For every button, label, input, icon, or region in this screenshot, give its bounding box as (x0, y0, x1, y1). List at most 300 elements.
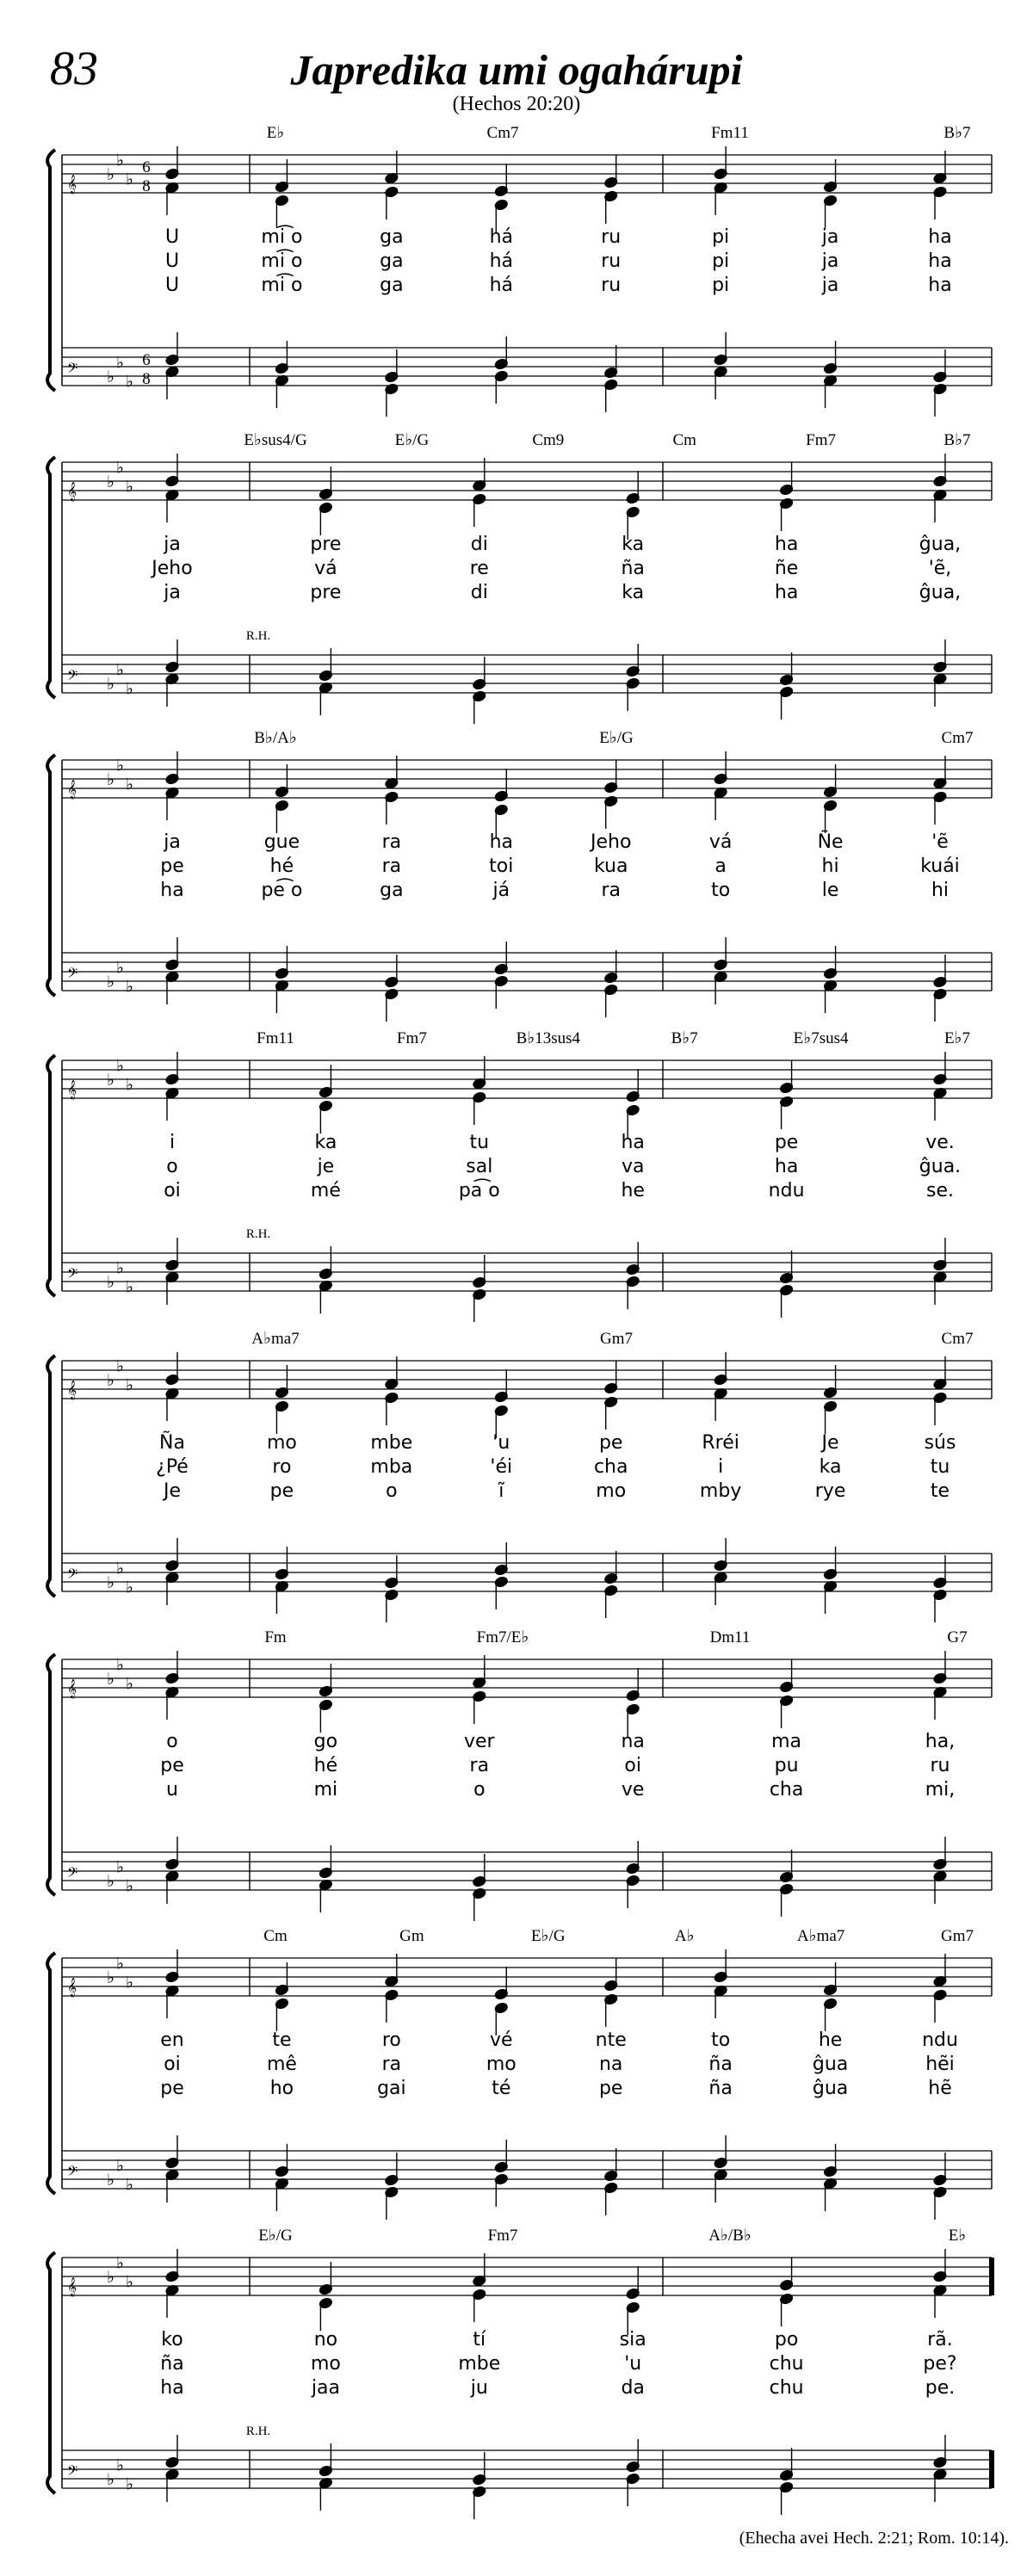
lyric-syllable: en (160, 2029, 184, 2051)
bass-clef: 𝄢 (67, 669, 78, 687)
chord-symbol: Fm7 (806, 431, 837, 449)
lyric-syllable: ĝua (812, 2078, 849, 2099)
treble-note (603, 190, 618, 224)
lyric-syllable: hé (313, 1755, 338, 1776)
treble-note (603, 760, 618, 794)
flat-sign: ♭ (116, 1656, 124, 1675)
treble-note (603, 1396, 618, 1430)
bass-note (779, 652, 794, 686)
bass-note (626, 2473, 640, 2506)
bass-note (933, 383, 948, 417)
bass-staff (62, 953, 992, 991)
flat-sign: ♭ (116, 1357, 124, 1376)
chord-symbol: G7 (947, 1628, 968, 1646)
lyric-syllable: ha (621, 1132, 645, 1153)
lyric-syllable: ga (380, 275, 404, 296)
treble-note (603, 1958, 618, 1992)
flat-sign: ♭ (116, 1858, 124, 1877)
lyric-syllable: ve (621, 1779, 645, 1801)
lyric-syllable: mi͡ o (261, 250, 303, 272)
lyric-syllable: ndu (768, 1180, 805, 1202)
lyric-syllable: hẽi (925, 2054, 955, 2075)
chord-symbol: E♭ (948, 2227, 967, 2245)
treble-staff (62, 1656, 992, 1697)
treble-note (626, 471, 640, 504)
lyric-syllable: da (621, 2377, 645, 2399)
bass-note (165, 1271, 180, 1305)
treble-note (385, 791, 399, 825)
lyric-syllable: ga (380, 226, 404, 248)
flat-sign: ♭ (126, 2475, 133, 2494)
lyric-syllable: mba (370, 1456, 413, 1478)
lyric-syllable: sal (466, 1156, 493, 1177)
treble-note (275, 1400, 289, 1434)
treble-note (714, 1985, 728, 2018)
lyric-syllable: há (489, 250, 514, 272)
treble-note (933, 756, 948, 789)
flat-sign: ♭ (107, 166, 114, 184)
flat-sign: ♭ (126, 1278, 133, 1297)
treble-note (933, 2249, 948, 2283)
treble-staff (62, 155, 992, 193)
chord-symbol: A♭ma7 (251, 1330, 300, 1348)
chord-symbol: B♭7 (943, 124, 971, 142)
lyric-syllable: gue (263, 831, 300, 853)
lyric-syllable: mi͡ o (261, 275, 303, 296)
chord-symbol: A♭ (674, 1927, 695, 1945)
flat-sign: ♭ (126, 170, 133, 189)
bass-note (933, 1271, 948, 1305)
lyric-syllable: pe (598, 1432, 623, 1454)
chord-symbol: E♭/G (531, 1927, 566, 1945)
lyric-syllable: kuái (920, 856, 960, 877)
flat-sign: ♭ (107, 2269, 114, 2287)
bass-note (714, 2135, 728, 2169)
lyric-syllable: tu (930, 1456, 950, 1478)
treble-note (165, 1087, 180, 1121)
bass-note (494, 370, 509, 404)
lyric-syllable: o (166, 1731, 178, 1752)
bass-note (714, 971, 728, 1004)
lyric-syllable: te (272, 2029, 292, 2051)
lyric-syllable: ho (269, 2078, 294, 2099)
bass-staff (62, 655, 992, 693)
treble-note (626, 2266, 640, 2300)
bass-note (714, 366, 728, 399)
time-signature-bottom: 8 (142, 370, 151, 388)
lyric-syllable: ñe (774, 558, 799, 579)
bass-note (626, 1276, 640, 1309)
treble-note (603, 155, 618, 188)
lyric-syllable: sia (619, 2329, 646, 2351)
treble-note (165, 1387, 180, 1421)
bass-note (626, 1841, 640, 1875)
lyric-syllable: pi (712, 250, 730, 272)
treble-note (319, 2297, 333, 2331)
treble-note (933, 186, 948, 219)
bass-note (165, 1538, 180, 1572)
lyric-syllable: di (470, 534, 488, 555)
system-bracket (47, 755, 55, 996)
lyric-syllable: Je (163, 1480, 182, 1502)
chord-symbol: B♭7 (943, 431, 971, 449)
lyric-syllable: mbe (458, 2353, 501, 2375)
bass-note (319, 682, 333, 715)
chord-symbol: Cm7 (486, 124, 519, 142)
treble-note (779, 1659, 794, 1693)
treble-clef: 𝄞 (67, 781, 77, 799)
bass-note (165, 1870, 180, 1904)
treble-note (385, 756, 399, 789)
lyric-syllable: 'u (492, 1432, 510, 1454)
bass-note (165, 2169, 180, 2202)
lyric-syllable: na (598, 2054, 623, 2075)
treble-note (165, 2284, 180, 2318)
lyric-syllable: ru (601, 226, 622, 248)
lyric-syllable: vá (314, 558, 337, 579)
lyric-syllable: Rréi (702, 1432, 739, 1454)
bass-note (779, 2481, 794, 2515)
treble-note (165, 1651, 180, 1684)
treble-clef: 𝄞 (67, 1081, 77, 1099)
treble-note (714, 787, 728, 820)
lyric-syllable: chu (769, 2353, 804, 2375)
lyric-syllable: go (313, 1731, 338, 1752)
lyric-syllable: oi (164, 1180, 181, 1202)
treble-clef: 𝄞 (67, 1381, 77, 1399)
treble-clef: 𝄞 (67, 483, 77, 501)
treble-clef: 𝄞 (67, 176, 77, 194)
lyric-syllable: chu (769, 2377, 804, 2399)
treble-note (603, 1361, 618, 1394)
treble-note (823, 195, 838, 228)
lyric-syllable: pe. (925, 2377, 956, 2399)
chord-symbol: Cm7 (941, 1330, 974, 1348)
flat-sign: ♭ (107, 1072, 114, 1090)
treble-note (933, 454, 948, 487)
flat-sign: ♭ (116, 151, 124, 170)
flat-sign: ♭ (126, 373, 133, 392)
treble-note (165, 489, 180, 522)
treble-note (165, 1949, 180, 1983)
lyric-syllable: ja (821, 275, 839, 296)
flat-sign: ♭ (116, 1955, 124, 1974)
treble-note (494, 164, 509, 197)
system-bracket (47, 1654, 55, 1895)
bass-note (319, 1879, 333, 1912)
chord-symbol: A♭ma7 (796, 1927, 845, 1945)
flat-sign: ♭ (126, 775, 133, 794)
lyric-syllable: he (621, 1180, 645, 1202)
treble-note (473, 458, 487, 491)
treble-note (823, 1998, 838, 2031)
treble-note (494, 769, 509, 802)
bass-note (165, 937, 180, 971)
lyric-syllable: ga (380, 250, 404, 272)
treble-note (165, 1052, 180, 1085)
bass-note (779, 1251, 794, 1284)
lyric-syllable: ro (381, 2029, 401, 2051)
bass-note (165, 1837, 180, 1870)
lyric-syllable: U (164, 275, 180, 296)
lyric-syllable: ĩ (498, 1480, 504, 1502)
bass-note (714, 1572, 728, 1605)
chord-symbol: B♭13sus4 (516, 1029, 581, 1047)
chord-symbol: B♭/A♭ (254, 729, 297, 747)
lyric-syllable: ru (601, 275, 622, 296)
flat-sign: ♭ (107, 368, 114, 386)
bass-clef: 𝄢 (67, 967, 78, 985)
bass-note (603, 1551, 618, 1585)
treble-note (933, 489, 948, 522)
lyric-syllable: hi (821, 856, 839, 877)
flat-sign: ♭ (126, 1675, 133, 1694)
lyric-syllable: a (714, 856, 727, 877)
treble-note (714, 182, 728, 215)
lyric-syllable: re (469, 558, 489, 579)
bass-note (165, 366, 180, 399)
treble-note (165, 751, 180, 785)
lyric-syllable: já (492, 880, 510, 901)
treble-note (385, 1989, 399, 2023)
time-signature-bottom: 8 (142, 177, 151, 195)
treble-note (779, 2258, 794, 2291)
treble-note (823, 800, 838, 833)
bass-note (779, 1284, 794, 1318)
lyric-syllable: di (470, 582, 488, 603)
lyric-syllable: ha (160, 2377, 184, 2399)
bass-note (494, 942, 509, 975)
lyric-syllable: no (313, 2329, 338, 2351)
flat-sign: ♭ (116, 1560, 124, 1578)
chord-symbol: Fm (264, 1628, 287, 1646)
lyric-syllable: ka (622, 582, 645, 603)
treble-note (473, 493, 487, 527)
chord-symbol: Gm7 (600, 1330, 633, 1348)
treble-note (779, 1695, 794, 1728)
bass-clef: 𝄢 (67, 2165, 78, 2183)
lyric-syllable: vá (708, 831, 733, 853)
treble-note (714, 751, 728, 785)
bass-note (823, 374, 838, 408)
lyric-syllable: ha (928, 250, 952, 272)
chord-symbol: Fm7/E♭ (476, 1628, 529, 1646)
bass-staff (62, 348, 992, 386)
chord-symbol: E♭/G (599, 729, 634, 747)
bass-note (473, 1288, 487, 1322)
treble-note (714, 1949, 728, 1983)
lyric-syllable: pe (598, 2078, 623, 2099)
lyric-syllable: Jeho (152, 558, 193, 579)
lyric-syllable: Jeho (590, 831, 632, 853)
lyric-syllable: ru (930, 1755, 950, 1776)
bass-staff (62, 1554, 992, 1591)
treble-staff (62, 1361, 992, 1399)
lyric-syllable: hé (269, 856, 294, 877)
treble-note (385, 151, 399, 184)
chord-symbol: Cm7 (941, 729, 974, 747)
bass-note (473, 1887, 487, 1921)
lyric-syllable: vé (490, 2029, 513, 2051)
lyric-syllable: ña (621, 558, 645, 579)
treble-note (933, 1087, 948, 1121)
bass-note (714, 2169, 728, 2202)
treble-note (473, 2253, 487, 2287)
lyric-syllable: to (711, 2029, 731, 2051)
bass-note (165, 2135, 180, 2169)
lyric-syllable: o (386, 1480, 398, 1502)
bass-note (823, 979, 838, 1013)
lyric-syllable: pe (269, 1480, 294, 1502)
lyric-syllable: sús (924, 1432, 956, 1454)
flat-sign: ♭ (107, 1574, 114, 1592)
right-hand-marking: R.H. (245, 1227, 271, 1241)
bass-staff (62, 2450, 992, 2488)
treble-note (473, 2289, 487, 2322)
treble-note (626, 1668, 640, 1702)
treble-note (933, 1954, 948, 1987)
treble-note (275, 800, 289, 833)
lyric-syllable: nte (595, 2029, 627, 2051)
lyric-syllable: toi (489, 856, 514, 877)
treble-staff (62, 1057, 992, 1098)
lyric-syllable: o (166, 1156, 178, 1177)
flat-sign: ♭ (116, 2254, 124, 2273)
lyric-syllable: té (492, 2078, 511, 2099)
lyric-syllable: ve. (925, 1132, 955, 1153)
lyric-syllable: ru (601, 250, 622, 272)
treble-note (933, 1052, 948, 1085)
bass-clef: 𝄢 (67, 1866, 78, 1884)
bass-note (779, 2448, 794, 2481)
bass-note (603, 1585, 618, 1618)
flat-sign: ♭ (107, 1372, 114, 1390)
lyric-syllable: ĝua, (919, 582, 962, 603)
flat-sign: ♭ (107, 2171, 114, 2190)
chord-symbol: E♭ (266, 124, 285, 142)
bass-note (933, 673, 948, 707)
chord-symbol: Cm (263, 1927, 288, 1945)
bass-note (494, 337, 509, 370)
bass-note (603, 984, 618, 1017)
chord-symbol: Fm7 (487, 2227, 518, 2245)
bass-note (385, 1589, 399, 1622)
treble-note (473, 1091, 487, 1125)
treble-note (603, 795, 618, 829)
lyric-syllable: 'éi (490, 1456, 513, 1478)
treble-note (165, 1686, 180, 1720)
treble-clef: 𝄞 (67, 1680, 77, 1698)
lyric-syllable: pre (310, 534, 342, 555)
lyric-syllable: hi (931, 880, 949, 901)
flat-sign: ♭ (107, 473, 114, 491)
bass-note (165, 332, 180, 366)
bass-clef: 𝄢 (67, 361, 78, 380)
lyric-syllable: pa͡ o (458, 1180, 500, 1202)
treble-note (779, 462, 794, 496)
lyric-syllable: jaa (311, 2377, 340, 2399)
lyric-syllable: cha (769, 1779, 804, 1801)
flat-sign: ♭ (126, 1076, 133, 1095)
lyric-syllable: ma (771, 1731, 802, 1752)
bass-note (494, 1576, 509, 1609)
bass-note (714, 332, 728, 366)
lyric-syllable: mi (313, 1779, 338, 1801)
flat-sign: ♭ (126, 1877, 133, 1896)
treble-clef: 𝄞 (67, 1979, 77, 1997)
lyric-syllable: ra (601, 880, 621, 901)
bass-note (823, 2178, 838, 2211)
lyric-syllable: ña (708, 2078, 733, 2099)
treble-note (933, 151, 948, 184)
scripture-reference: (Hechos 20:20) (452, 93, 581, 115)
bass-note (319, 1280, 333, 1313)
lyric-syllable: pre (310, 582, 342, 603)
treble-note (165, 454, 180, 487)
bass-note (385, 383, 399, 417)
bass-note (779, 1850, 794, 1883)
footer-reference: (Ehecha avei Hech. 2:21; Rom. 10:14). (739, 2529, 1009, 2548)
bass-note (933, 1589, 948, 1622)
flat-sign: ♭ (116, 1057, 124, 1076)
lyric-syllable: ha (928, 275, 952, 296)
treble-note (165, 1352, 180, 1386)
lyric-syllable: le (821, 880, 839, 901)
time-signature-top: 6 (142, 158, 151, 176)
bass-note (933, 1238, 948, 1271)
lyric-syllable: mby (699, 1480, 742, 1502)
treble-note (933, 1651, 948, 1684)
lyric-syllable: ha (774, 534, 799, 555)
system-bracket (47, 2252, 55, 2493)
lyric-syllable: te (930, 1480, 950, 1502)
bass-note (933, 2186, 948, 2220)
treble-note (165, 146, 180, 180)
bass-note (165, 1572, 180, 1605)
system-bracket (47, 150, 55, 391)
bass-note (165, 971, 180, 1004)
system-bracket (47, 1055, 55, 1296)
treble-note (779, 2293, 794, 2326)
treble-note (933, 1392, 948, 1425)
flat-sign: ♭ (116, 661, 124, 680)
lyric-syllable: mo (486, 2054, 516, 2075)
lyric-syllable: ver (463, 1731, 495, 1752)
chord-symbol: Dm11 (709, 1628, 751, 1646)
treble-note (933, 2284, 948, 2318)
chord-symbol: Fm11 (711, 124, 749, 142)
lyric-syllable: pi (712, 275, 730, 296)
lyric-syllable: to (711, 880, 731, 901)
lyric-syllable: Ña (159, 1432, 185, 1454)
lyric-syllable: há (489, 226, 514, 248)
lyric-syllable: va (621, 1156, 645, 1177)
lyric-syllable: mo (266, 1432, 297, 1454)
flat-sign: ♭ (126, 478, 133, 497)
bass-note (933, 2435, 948, 2468)
bass-note (933, 639, 948, 673)
lyric-syllable: se. (926, 1180, 954, 1202)
bass-note (779, 1883, 794, 1917)
lyric-syllable: U (164, 250, 180, 272)
bass-note (933, 1870, 948, 1904)
lyric-syllable: ju (470, 2377, 488, 2399)
lyric-syllable: u (166, 1779, 178, 1801)
lyric-syllable: ja (164, 534, 181, 555)
lyric-syllable: pe (160, 2078, 184, 2099)
bass-staff (62, 1852, 992, 1890)
lyric-syllable: ra (381, 856, 402, 877)
